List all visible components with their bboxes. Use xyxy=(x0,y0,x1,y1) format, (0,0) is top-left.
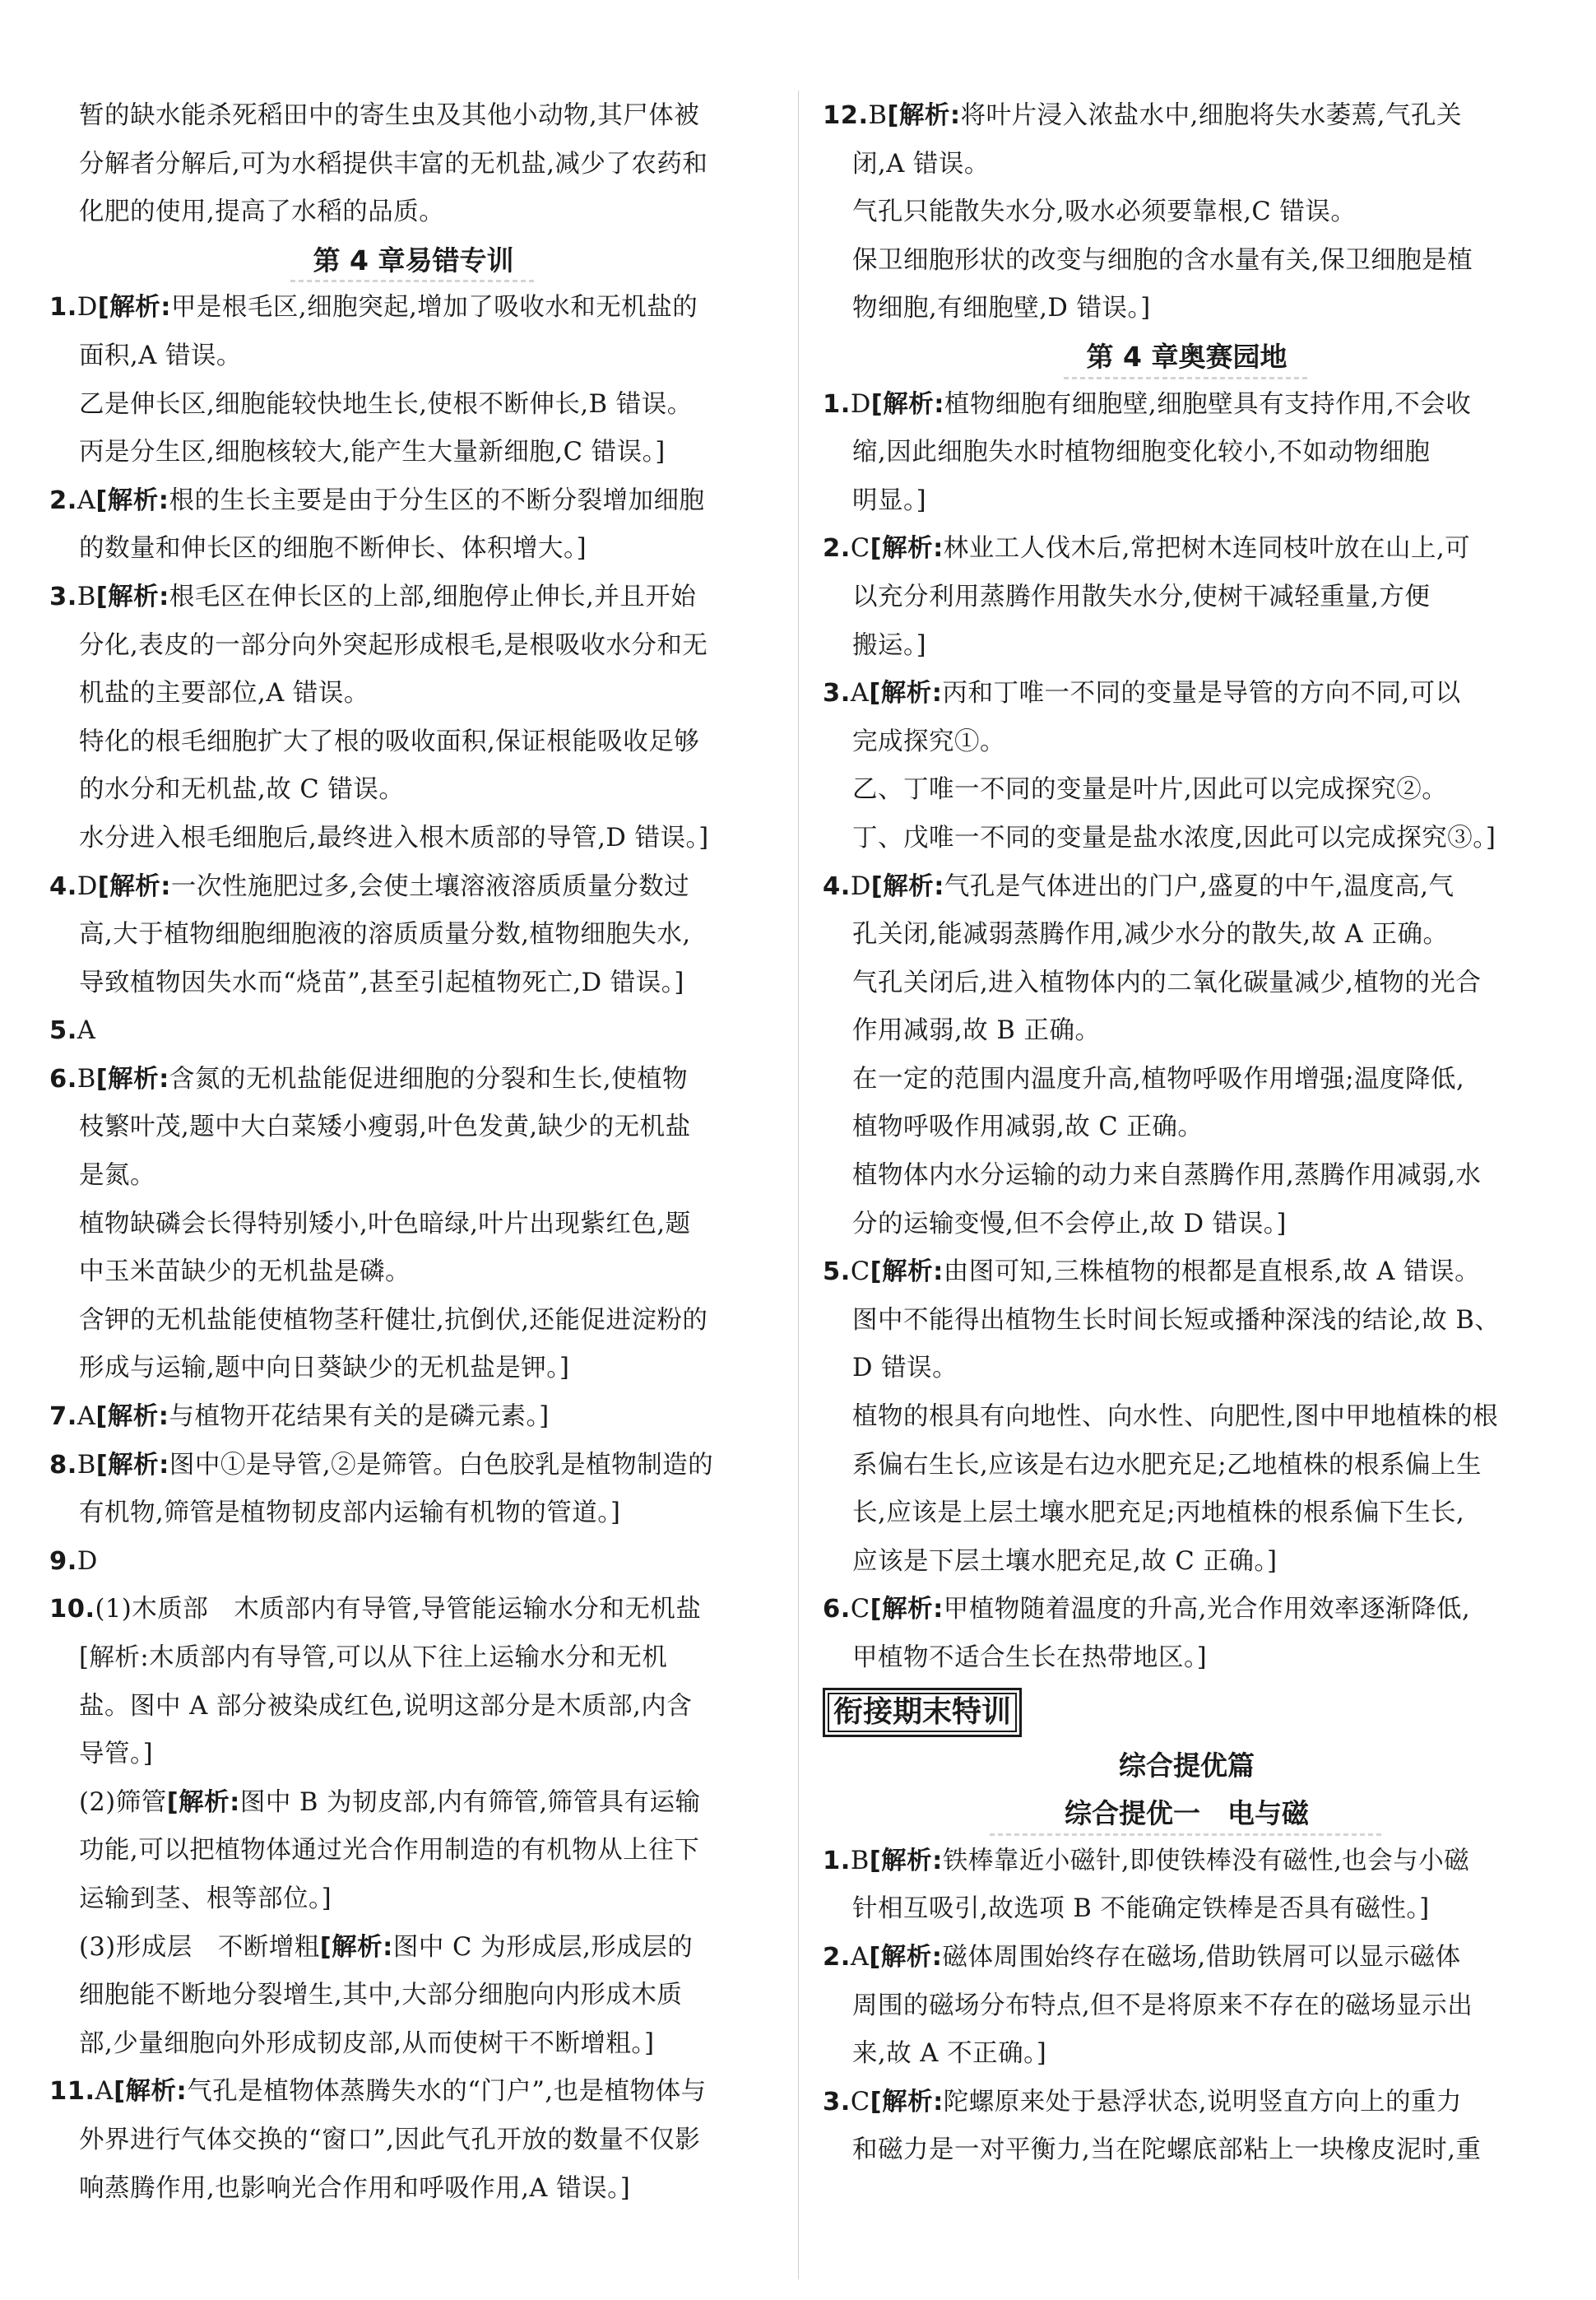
answer-line: 植物缺磷会长得特别矮小,叶色暗绿,叶片出现紫红色,题 xyxy=(79,1209,691,1238)
answer-line: 图中不能得出植物生长时间长短或播种深浅的结论,故 B、 xyxy=(852,1305,1501,1335)
answer-item: 3.C[解析:陀螺原来处于悬浮状态,说明竖直方向上的重力 xyxy=(823,2087,1462,2116)
section-title: 第 4 章易错专训 xyxy=(313,244,514,276)
answer-line: 甲植物不适合生长在热带地区。] xyxy=(852,1643,1208,1672)
left-column xyxy=(49,92,777,2213)
answer-line: 缩,因此细胞失水时植物细胞变化较小,不如动物细胞 xyxy=(852,438,1431,467)
answer-item: 3.B[解析:根毛区在伸长区的上部,细胞停止伸长,并且开始 xyxy=(49,582,697,611)
answer-line: 机盐的主要部位,A 错误。 xyxy=(79,679,369,709)
answer-line: 明显。] xyxy=(852,486,927,515)
column-divider xyxy=(798,91,799,2279)
answer-line: 部,少量细胞向外形成韧皮部,从而使树干不断增粗。] xyxy=(79,2028,655,2058)
answer-line: 导管。] xyxy=(79,1740,154,1769)
answer-line: 功能,可以把植物体通过光合作用制造的有机物从上往下 xyxy=(79,1836,700,1866)
answer-line: 细胞能不断地分裂增生,其中,大部分细胞向内形成木质 xyxy=(79,1981,683,2010)
answer-item: 2.A[解析:根的生长主要是由于分生区的不断分裂增加细胞 xyxy=(49,486,705,515)
answer-line: 特化的根毛细胞扩大了根的吸收面积,保证根能吸收足够 xyxy=(79,727,700,756)
answer-line: (3)形成层 不断增粗[解析:图中 C 为形成层,形成层的 xyxy=(79,1932,694,1962)
answer-line: 完成探究①。 xyxy=(852,727,1005,756)
answer-line: 物细胞,有细胞壁,D 错误。] xyxy=(852,294,1151,323)
answer-item: 8.B[解析:图中①是导管,②是筛管。白色胶乳是植物制造的 xyxy=(49,1450,714,1480)
answer-line: 乙是伸长区,细胞能较快地生长,使根不断伸长,B 错误。 xyxy=(79,389,693,419)
answer-item: 12.B[解析:将叶片浸入浓盐水中,细胞将失水萎蔫,气孔关 xyxy=(823,101,1462,130)
intro-line: 暂的缺水能杀死稻田中的寄生虫及其他小动物,其尸体被 xyxy=(79,101,700,130)
answer-line: 气孔关闭后,进入植物体内的二氧化碳量减少,植物的光合 xyxy=(852,968,1482,997)
answer-item: 1.D[解析:植物细胞有细胞壁,细胞壁具有支持作用,不会收 xyxy=(823,389,1472,419)
answer-line: 导致植物因失水而“烧苗”,甚至引起植物死亡,D 错误。] xyxy=(79,968,684,997)
intro-line: 化肥的使用,提高了水稻的品质。 xyxy=(79,197,445,227)
answer-line: (2)筛管[解析:图中 B 为韧皮部,内有筛管,筛管具有运输 xyxy=(79,1787,701,1817)
answer-line: 是氮。 xyxy=(79,1161,155,1191)
answer-item: 9.D xyxy=(49,1546,98,1576)
intro-line: 分解者分解后,可为水稻提供丰富的无机盐,减少了农药和 xyxy=(79,149,708,179)
answer-line: D 错误。 xyxy=(852,1354,958,1383)
answer-line: 以充分利用蒸腾作用散失水分,使树干减轻重量,方便 xyxy=(852,582,1431,611)
right-column xyxy=(823,92,1551,2175)
answer-line: 的水分和无机盐,故 C 错误。 xyxy=(79,775,405,805)
answer-line: 在一定的范围内温度升高,植物呼吸作用增强;温度降低, xyxy=(852,1064,1465,1094)
sub-title: 综合提优篇 xyxy=(1119,1749,1255,1782)
answer-line: 作用减弱,故 B 正确。 xyxy=(852,1016,1101,1046)
answer-item: 7.A[解析:与植物开花结果有关的是磷元素。] xyxy=(49,1402,550,1432)
answer-line: 枝繁叶茂,题中大白菜矮小瘦弱,叶色发黄,缺少的无机盐 xyxy=(79,1113,691,1142)
answer-line: 周围的磁场分布特点,但不是将原来不存在的磁场显示出 xyxy=(852,1991,1473,2020)
answer-item: 2.C[解析:林业工人伐木后,常把树木连同枝叶放在山上,可 xyxy=(823,534,1471,564)
answer-line: 应该是下层土壤水肥充足,故 C 正确。] xyxy=(852,1546,1278,1576)
answer-item: 4.D[解析:一次性施肥过多,会使土壤溶液溶质质量分数过 xyxy=(49,871,690,901)
answer-line: 形成与运输,题中向日葵缺少的无机盐是钾。] xyxy=(79,1354,570,1383)
answer-line: 来,故 A 不正确。] xyxy=(852,2039,1047,2069)
boxed-heading-row xyxy=(823,1683,1551,1742)
boxed-heading: 衔接期末特训 xyxy=(823,1688,1022,1737)
answer-item: 4.D[解析:气孔是气体进出的门户,盛夏的中午,温度高,气 xyxy=(823,871,1454,901)
answer-item: 5.C[解析:由图可知,三株植物的根都是直根系,故 A 错误。 xyxy=(823,1257,1481,1287)
answer-line: 长,应该是上层土壤水肥充足;丙地植株的根系偏下生长, xyxy=(852,1498,1465,1528)
answer-line: 面积,A 错误。 xyxy=(79,341,242,370)
answer-item: 2.A[解析:磁体周围始终存在磁场,借助铁屑可以显示磁体 xyxy=(823,1942,1461,1972)
answer-line: [解析:木质部内有导管,可以从下往上运输水分和无机 xyxy=(79,1643,668,1672)
answer-line: 闭,A 错误。 xyxy=(852,149,990,179)
answer-line: 外界进行气体交换的“窗口”,因此气孔开放的数量不仅影 xyxy=(79,2125,701,2154)
answer-item: 1.B[解析:铁棒靠近小磁针,即使铁棒没有磁性,也会与小磁 xyxy=(823,1846,1470,1875)
answer-item: 11.A[解析:气孔是植物体蒸腾失水的“门户”,也是植物体与 xyxy=(49,2077,707,2107)
section-title: 第 4 章奥赛园地 xyxy=(1086,340,1287,373)
answer-line: 的数量和伸长区的细胞不断伸长、体积增大。] xyxy=(79,534,587,564)
answer-line: 和磁力是一对平衡力,当在陀螺底部粘上一块橡皮泥时,重 xyxy=(852,2135,1482,2165)
answer-line: 分化,表皮的一部分向外突起形成根毛,是根吸收水分和无 xyxy=(79,630,708,660)
answer-line: 高,大于植物细胞细胞液的溶质质量分数,植物细胞失水, xyxy=(79,920,691,950)
answer-line: 丁、戊唯一不同的变量是盐水浓度,因此可以完成探究③。] xyxy=(852,823,1496,853)
answer-line: 运输到茎、根等部位。] xyxy=(79,1884,332,1913)
answer-line: 乙、丁唯一不同的变量是叶片,因此可以完成探究②。 xyxy=(852,775,1448,805)
answer-line: 盐。图中 A 部分被染成红色,说明这部分是木质部,内含 xyxy=(79,1691,693,1721)
answer-line: 植物的根具有向地性、向水性、向肥性,图中甲地植株的根 xyxy=(852,1402,1499,1432)
answer-item: 5.A xyxy=(49,1016,96,1046)
answer-line: 针相互吸引,故选项 B 不能确定铁棒是否具有磁性。] xyxy=(852,1894,1430,1924)
answer-line: 系偏右生长,应该是右边水肥充足;乙地植株的根系偏上生 xyxy=(852,1450,1482,1480)
sub-title: 综合提优一 电与磁 xyxy=(1065,1797,1309,1830)
answer-line: 含钾的无机盐能使植物茎秆健壮,抗倒伏,还能促进淀粉的 xyxy=(79,1305,708,1335)
answer-item: 1.D[解析:甲是根毛区,细胞突起,增加了吸收水和无机盐的 xyxy=(49,293,698,323)
answer-item: 3.A[解析:丙和丁唯一不同的变量是导管的方向不同,可以 xyxy=(823,679,1461,709)
answer-line: 保卫细胞形状的改变与细胞的含水量有关,保卫细胞是植 xyxy=(852,245,1473,275)
answer-line: 植物体内水分运输的动力来自蒸腾作用,蒸腾作用减弱,水 xyxy=(852,1161,1482,1191)
answer-item: 10.(1)木质部 木质部内有导管,导管能运输水分和无机盐 xyxy=(49,1595,702,1624)
answer-item: 6.C[解析:甲植物随着温度的升高,光合作用效率逐渐降低, xyxy=(823,1595,1471,1624)
answer-line: 孔关闭,能减弱蒸腾作用,减少水分的散失,故 A 正确。 xyxy=(852,920,1449,950)
answer-line: 搬运。] xyxy=(852,630,927,660)
answer-line: 植物呼吸作用减弱,故 C 正确。 xyxy=(852,1113,1204,1142)
answer-line: 水分进入根毛细胞后,最终进入根木质部的导管,D 错误。] xyxy=(79,823,709,853)
answer-line: 有机物,筛管是植物韧皮部内运输有机物的管道。] xyxy=(79,1498,621,1528)
answer-line: 分的运输变慢,但不会停止,故 D 错误。] xyxy=(852,1209,1287,1238)
answer-line: 中玉米苗缺少的无机盐是磷。 xyxy=(79,1257,411,1287)
answer-line: 气孔只能散失水分,吸水必须要靠根,C 错误。 xyxy=(852,197,1357,227)
answer-item: 6.B[解析:含氮的无机盐能促进细胞的分裂和生长,使植物 xyxy=(49,1064,689,1094)
answer-line: 丙是分生区,细胞核较大,能产生大量新细胞,C 错误。] xyxy=(79,438,666,467)
answer-line: 响蒸腾作用,也影响光合作用和呼吸作用,A 错误。] xyxy=(79,2173,631,2203)
